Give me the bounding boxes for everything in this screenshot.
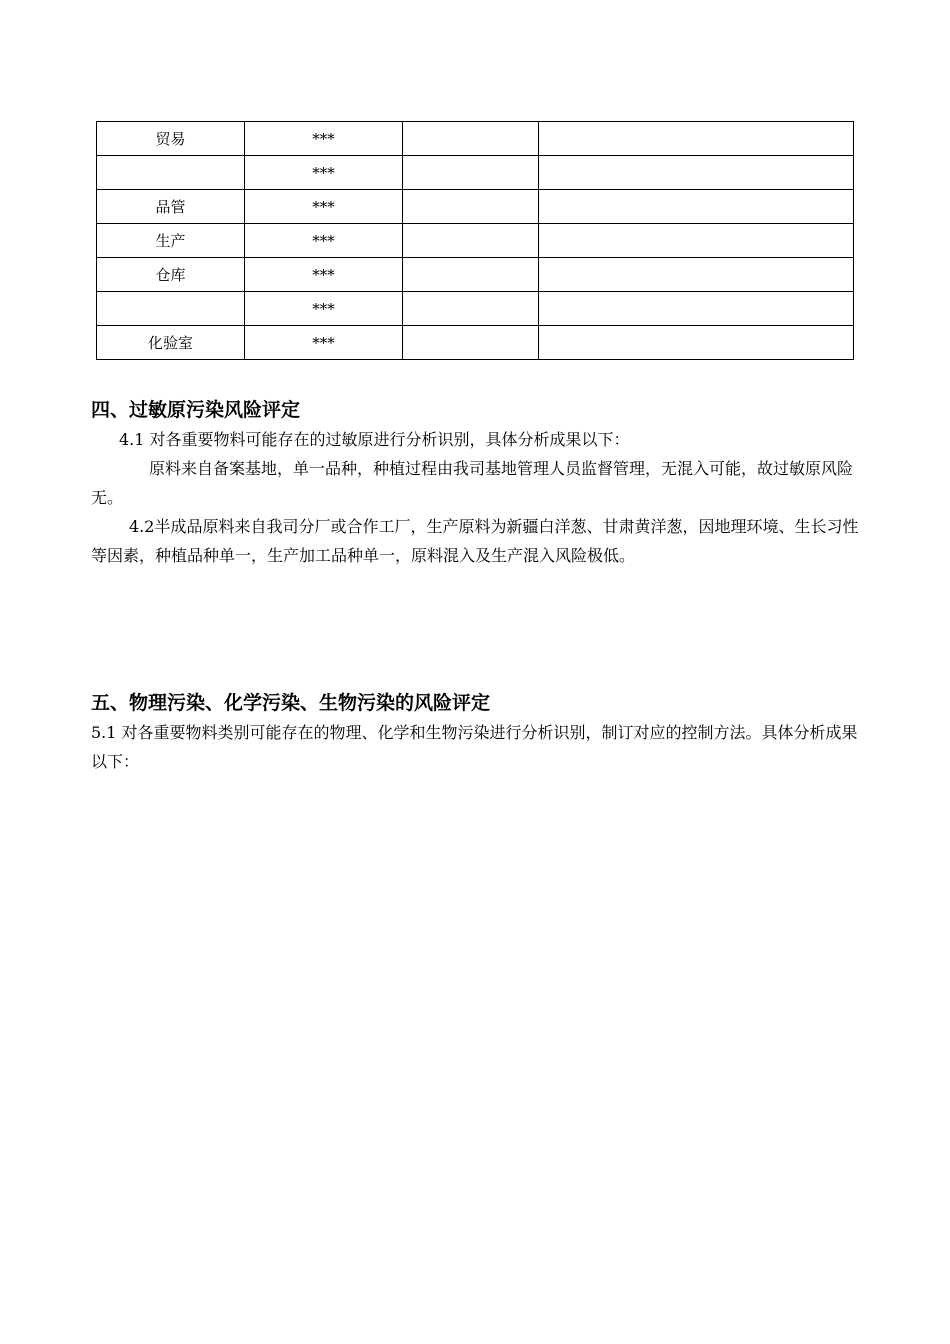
table-cell: 品管 <box>97 190 245 224</box>
table-cell <box>539 258 854 292</box>
table-cell: *** <box>245 156 403 190</box>
table-cell <box>539 190 854 224</box>
table-cell: *** <box>245 190 403 224</box>
table-cell: 生产 <box>97 224 245 258</box>
table-cell <box>403 156 539 190</box>
table-cell <box>403 292 539 326</box>
table-row <box>97 326 854 360</box>
table-cell <box>403 190 539 224</box>
table-cell <box>403 122 539 156</box>
table-cell <box>539 122 854 156</box>
table-cell <box>403 326 539 360</box>
section4-heading: 四、过敏原污染风险评定 <box>91 399 301 421</box>
table-row <box>97 122 854 156</box>
section5-heading: 五、物理污染、化学污染、生物污染的风险评定 <box>91 692 491 714</box>
table-cell <box>403 258 539 292</box>
section4-paragraph-2: 原料来自备案基地，单一品种，种植过程由我司基地管理人员监督管理，无混入可能，故过敏原风险无。 <box>91 459 854 507</box>
table-body <box>97 122 854 360</box>
table-cell: *** <box>245 292 403 326</box>
table-row <box>97 156 854 190</box>
responsibility-table <box>96 121 854 360</box>
table-row <box>97 224 854 258</box>
table-cell <box>539 156 854 190</box>
table-cell: *** <box>245 122 403 156</box>
table-cell <box>97 156 245 190</box>
table-cell <box>403 224 539 258</box>
table-row <box>97 258 854 292</box>
table-cell: *** <box>245 224 403 258</box>
table-cell <box>539 326 854 360</box>
table-cell: 贸易 <box>97 122 245 156</box>
table-cell <box>539 292 854 326</box>
table-row <box>97 190 854 224</box>
section5-paragraph-1: 5.1 对各重要物料类别可能存在的物理、化学和生物污染进行分析识别，制订对应的控制方法。具体分析成果以下： <box>91 723 858 771</box>
table-cell <box>539 224 854 258</box>
table-row <box>97 292 854 326</box>
section4-paragraph-1: 4.1 对各重要物料可能存在的过敏原进行分析识别，具体分析成果以下： <box>119 430 630 449</box>
table-cell: 仓库 <box>97 258 245 292</box>
table-cell: 化验室 <box>97 326 245 360</box>
table-cell: *** <box>245 326 403 360</box>
table-cell: *** <box>245 258 403 292</box>
table-cell <box>97 292 245 326</box>
section4-paragraph-3: 4.2半成品原料来自我司分厂或合作工厂，生产原料为新疆白洋葱、甘肃黄洋葱，因地理环境、生长习性等因素，种植品种单一，生产加工品种单一，原料混入及生产混入风险极低。 <box>91 517 859 565</box>
